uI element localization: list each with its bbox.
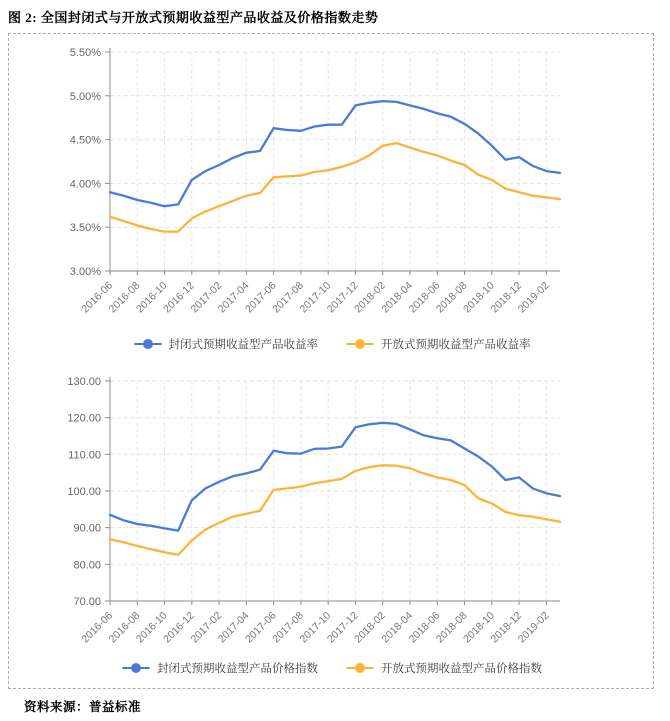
svg-text:2017-12: 2017-12	[324, 279, 361, 316]
svg-text:2018-12: 2018-12	[488, 279, 525, 316]
svg-text:2017-08: 2017-08	[270, 279, 307, 316]
svg-text:4.00%: 4.00%	[69, 178, 101, 191]
svg-text:2018-02: 2018-02	[352, 279, 388, 316]
figure-title: 图 2: 全国封闭式与开放式预期收益型产品收益及价格指数走势	[8, 10, 379, 25]
svg-text:2016-06: 2016-06	[79, 609, 116, 646]
legend-item-closed-price-index	[122, 660, 318, 676]
svg-text:2018-06: 2018-06	[406, 279, 443, 316]
closed-series-marker-icon	[134, 339, 162, 350]
svg-text:2018-04: 2018-04	[379, 609, 416, 646]
svg-text:2016-06: 2016-06	[79, 279, 116, 316]
legend-label: 开放式预期收益型产品收益率	[381, 339, 531, 351]
open-series-marker-icon	[346, 339, 374, 350]
svg-text:2017-02: 2017-02	[188, 279, 225, 316]
svg-text:2017-10: 2017-10	[297, 279, 334, 316]
svg-text:2016-10: 2016-10	[133, 279, 170, 316]
svg-text:2017-04: 2017-04	[215, 279, 252, 316]
svg-text:2017-06: 2017-06	[243, 279, 279, 316]
svg-text:2016-08: 2016-08	[106, 609, 143, 646]
svg-text:2019-02: 2019-02	[515, 279, 552, 316]
svg-text:90.00: 90.00	[73, 522, 101, 535]
open-series-marker-icon	[346, 663, 374, 674]
svg-text:110.00: 110.00	[68, 449, 101, 462]
legend-label: 开放式预期收益型产品价格指数	[381, 663, 542, 675]
svg-text:5.00%: 5.00%	[69, 90, 101, 103]
price-index-chart-legend	[0, 660, 664, 676]
legend-label: 封闭式预期收益型产品价格指数	[157, 663, 318, 675]
svg-text:2016-08: 2016-08	[106, 279, 143, 316]
svg-text:3.00%: 3.00%	[69, 266, 101, 278]
yield-chart-legend	[0, 336, 664, 352]
svg-text:2018-10: 2018-10	[461, 609, 497, 646]
svg-text:2016-10: 2016-10	[133, 609, 170, 646]
svg-text:2017-02: 2017-02	[188, 609, 225, 646]
svg-text:5.50%: 5.50%	[69, 47, 101, 59]
svg-text:2018-08: 2018-08	[433, 609, 470, 646]
svg-text:2016-12: 2016-12	[161, 609, 197, 646]
svg-text:2018-02: 2018-02	[352, 609, 388, 646]
yield-line-chart	[0, 38, 664, 338]
svg-text:2017-12: 2017-12	[324, 609, 361, 646]
svg-text:2017-10: 2017-10	[297, 609, 334, 646]
svg-text:130.00: 130.00	[67, 376, 101, 388]
svg-text:120.00: 120.00	[67, 412, 101, 425]
svg-text:2018-04: 2018-04	[379, 279, 416, 316]
legend-item-closed-yield	[134, 336, 319, 352]
svg-text:70.00: 70.00	[73, 596, 101, 608]
legend-label: 封闭式预期收益型产品收益率	[168, 339, 318, 351]
svg-text:100.00: 100.00	[67, 486, 101, 498]
legend-item-open-yield	[346, 336, 531, 352]
svg-text:4.50%: 4.50%	[69, 134, 101, 147]
svg-text:2018-10: 2018-10	[461, 279, 497, 316]
closed-series-marker-icon	[122, 663, 150, 674]
svg-text:2019-02: 2019-02	[515, 609, 552, 646]
svg-text:2018-12: 2018-12	[488, 609, 525, 646]
svg-text:2017-08: 2017-08	[270, 609, 307, 646]
svg-text:80.00: 80.00	[73, 559, 101, 572]
svg-text:2017-06: 2017-06	[243, 609, 279, 646]
svg-text:2018-08: 2018-08	[433, 279, 470, 316]
price-index-line-chart	[0, 368, 664, 668]
legend-item-open-price-index	[346, 660, 542, 676]
svg-text:3.50%: 3.50%	[69, 222, 101, 235]
svg-text:2017-04: 2017-04	[215, 609, 252, 646]
source-note: 资料来源：普益标准	[24, 700, 142, 714]
svg-text:2016-12: 2016-12	[161, 279, 197, 316]
svg-text:2018-06: 2018-06	[406, 609, 443, 646]
